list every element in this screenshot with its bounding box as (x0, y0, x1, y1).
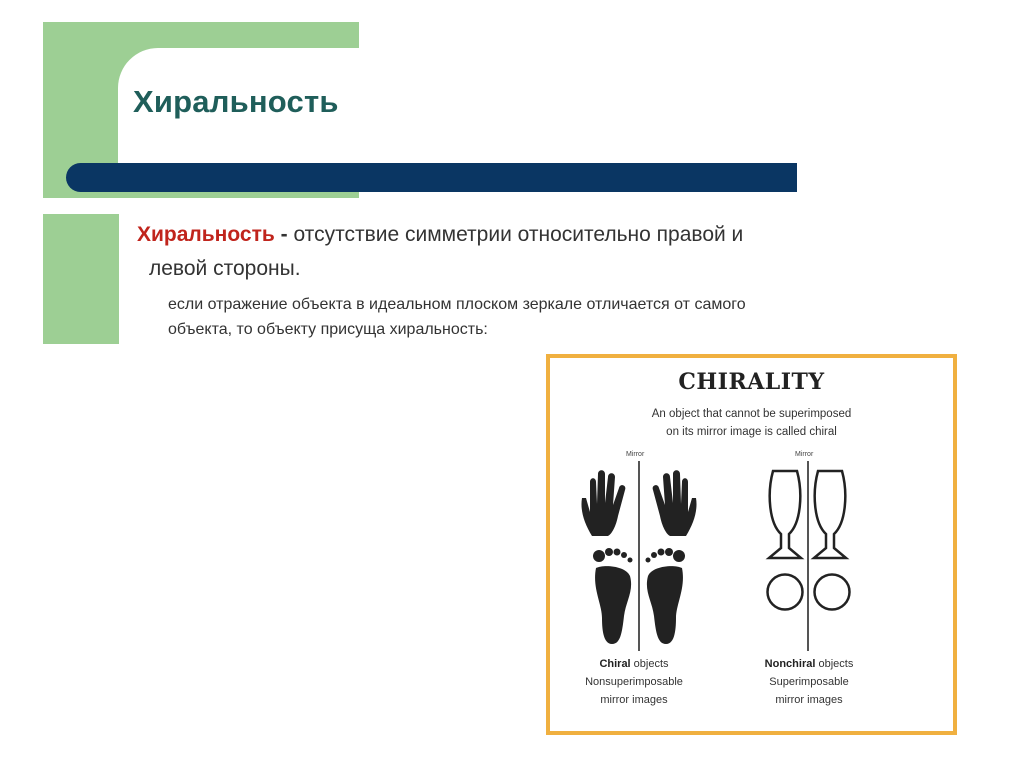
right-glass-icon (810, 468, 850, 563)
figure-description (550, 405, 953, 441)
chiral-caption-bold: Chiral (599, 658, 631, 670)
definition-line-2: левой стороны. (149, 257, 301, 280)
chiral-caption (564, 655, 704, 709)
chiral-caption-rest: objects (630, 658, 669, 670)
nonchiral-caption-line-2: Superimposable (769, 676, 849, 688)
left-circle-icon (764, 571, 806, 613)
definition-line-1 (137, 218, 897, 252)
definition-text (137, 218, 897, 286)
right-hand-icon (640, 468, 700, 538)
definition-dash: - (274, 223, 294, 246)
mirror-label-left: Mirror (626, 451, 645, 458)
chirality-figure (546, 354, 957, 735)
chiral-caption-line-3: mirror images (600, 694, 668, 706)
chiral-caption-line-2: Nonsuperimposable (585, 676, 683, 688)
definition-term: Хиральность (137, 223, 275, 246)
chiral-caption-line-1 (564, 655, 704, 673)
right-foot-icon (642, 546, 688, 646)
decor-green-block-left (43, 214, 119, 344)
nonchiral-caption-line-1 (734, 655, 884, 673)
nonchiral-caption-bold: Nonchiral (764, 658, 816, 670)
left-foot-icon (590, 546, 636, 646)
left-glass-icon (765, 468, 805, 563)
right-circle-icon (811, 571, 853, 613)
figure-description-line-2: on its mirror image is called chiral (666, 426, 837, 438)
left-hand-icon (578, 468, 638, 538)
nonchiral-caption-line-3: mirror images (775, 694, 843, 706)
title-underline-bar (66, 163, 797, 192)
mirror-label-right: Mirror (795, 451, 814, 458)
figure-description-line-1: An object that cannot be superimposed (651, 408, 852, 420)
nonchiral-caption (734, 655, 884, 709)
figure-title: CHIRALITY (678, 369, 825, 395)
slide-title: Хиральность (133, 84, 339, 119)
mirror-line-right (807, 461, 809, 651)
explanation-text (168, 292, 928, 342)
explanation-line-1: если отражение объекта в идеальном плоском зеркале отличается от самого (168, 296, 746, 313)
definition-line-1-rest: отсутствие симметрии относительно правой и (293, 223, 744, 246)
explanation-line-2: объекта, то объекту присуща хиральность: (168, 321, 488, 338)
nonchiral-caption-rest: objects (815, 658, 854, 670)
